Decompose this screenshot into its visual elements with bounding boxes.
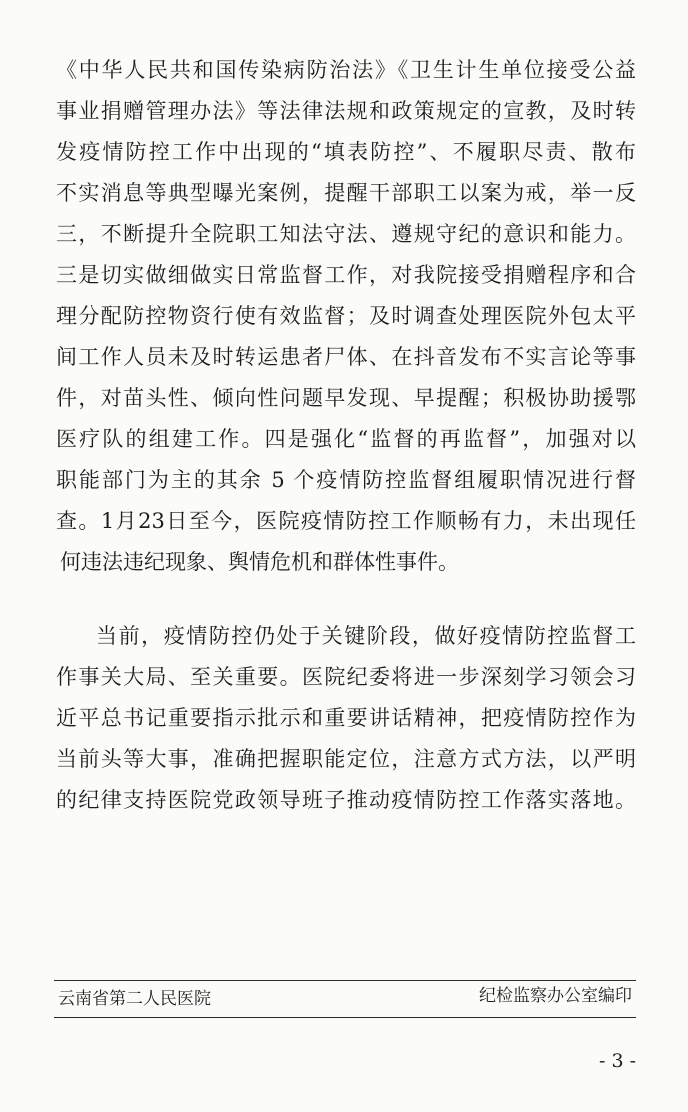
- paragraph-line: 三是切实做细做实日常监督工作，对我院接受捐赠程序和合: [56, 263, 636, 287]
- page-number: - 3 -: [598, 1050, 636, 1072]
- paragraph-line: 件，对苗头性、倾向性问题早发现、早提醒；积极协助援鄂: [56, 386, 636, 410]
- paragraph-line: 《中华人民共和国传染病防治法》《卫生计生单位接受公益: [56, 58, 636, 82]
- paragraph-line: 三，不断提升全院职工知法守法、遵规守纪的意识和能力。: [56, 222, 636, 246]
- paragraph-line: 当前，疫情防控仍处于关键阶段，做好疫情防控监督工: [96, 624, 636, 648]
- body-text: [56, 50, 636, 821]
- footer-divider-top: [54, 980, 636, 981]
- paragraph-line: 理分配防控物资行使有效监督；及时调查处理医院外包太平: [56, 304, 636, 328]
- footer-editor: 纪检监察办公室编印: [479, 986, 632, 1006]
- paragraph-line: 查。1月23日至今，医院疫情防控工作顺畅有力，未出现任: [56, 509, 636, 533]
- paragraph-line: 何违法违纪现象、舆情危机和群体性事件。: [60, 550, 459, 574]
- paragraph-gap: [56, 583, 636, 616]
- paragraph-line: 近平总书记重要指示批示和重要讲话精神，把疫情防控作为: [56, 706, 636, 730]
- paragraph-line: 职能部门为主的其余 5 个疫情防控监督组履职情况进行督: [56, 468, 636, 492]
- paragraph-line: 作事关大局、至关重要。医院纪委将进一步深刻学习领会习: [56, 665, 636, 689]
- paragraph-line: 间工作人员未及时转运患者尸体、在抖音发布不实言论等事: [56, 345, 636, 369]
- paragraph-line: 不实消息等典型曝光案例，提醒干部职工以案为戒，举一反: [56, 181, 636, 205]
- footer-organization: 云南省第二人民医院: [58, 989, 211, 1009]
- paragraph-line: 医疗队的组建工作。四是强化“监督的再监督”，加强对以: [56, 427, 636, 451]
- paragraph-line: 发疫情防控工作中出现的“填表防控”、不履职尽责、散布: [56, 140, 636, 164]
- paragraph-line: 的纪律支持医院党政领导班子推动疫情防控工作落实落地。: [56, 788, 636, 812]
- paragraph-line: 当前头等大事，准确把握职能定位，注意方式方法，以严明: [56, 747, 636, 771]
- paragraph-line: 事业捐赠管理办法》等法律法规和政策规定的宣教，及时转: [56, 99, 636, 123]
- footer-divider-bottom: [54, 1017, 636, 1018]
